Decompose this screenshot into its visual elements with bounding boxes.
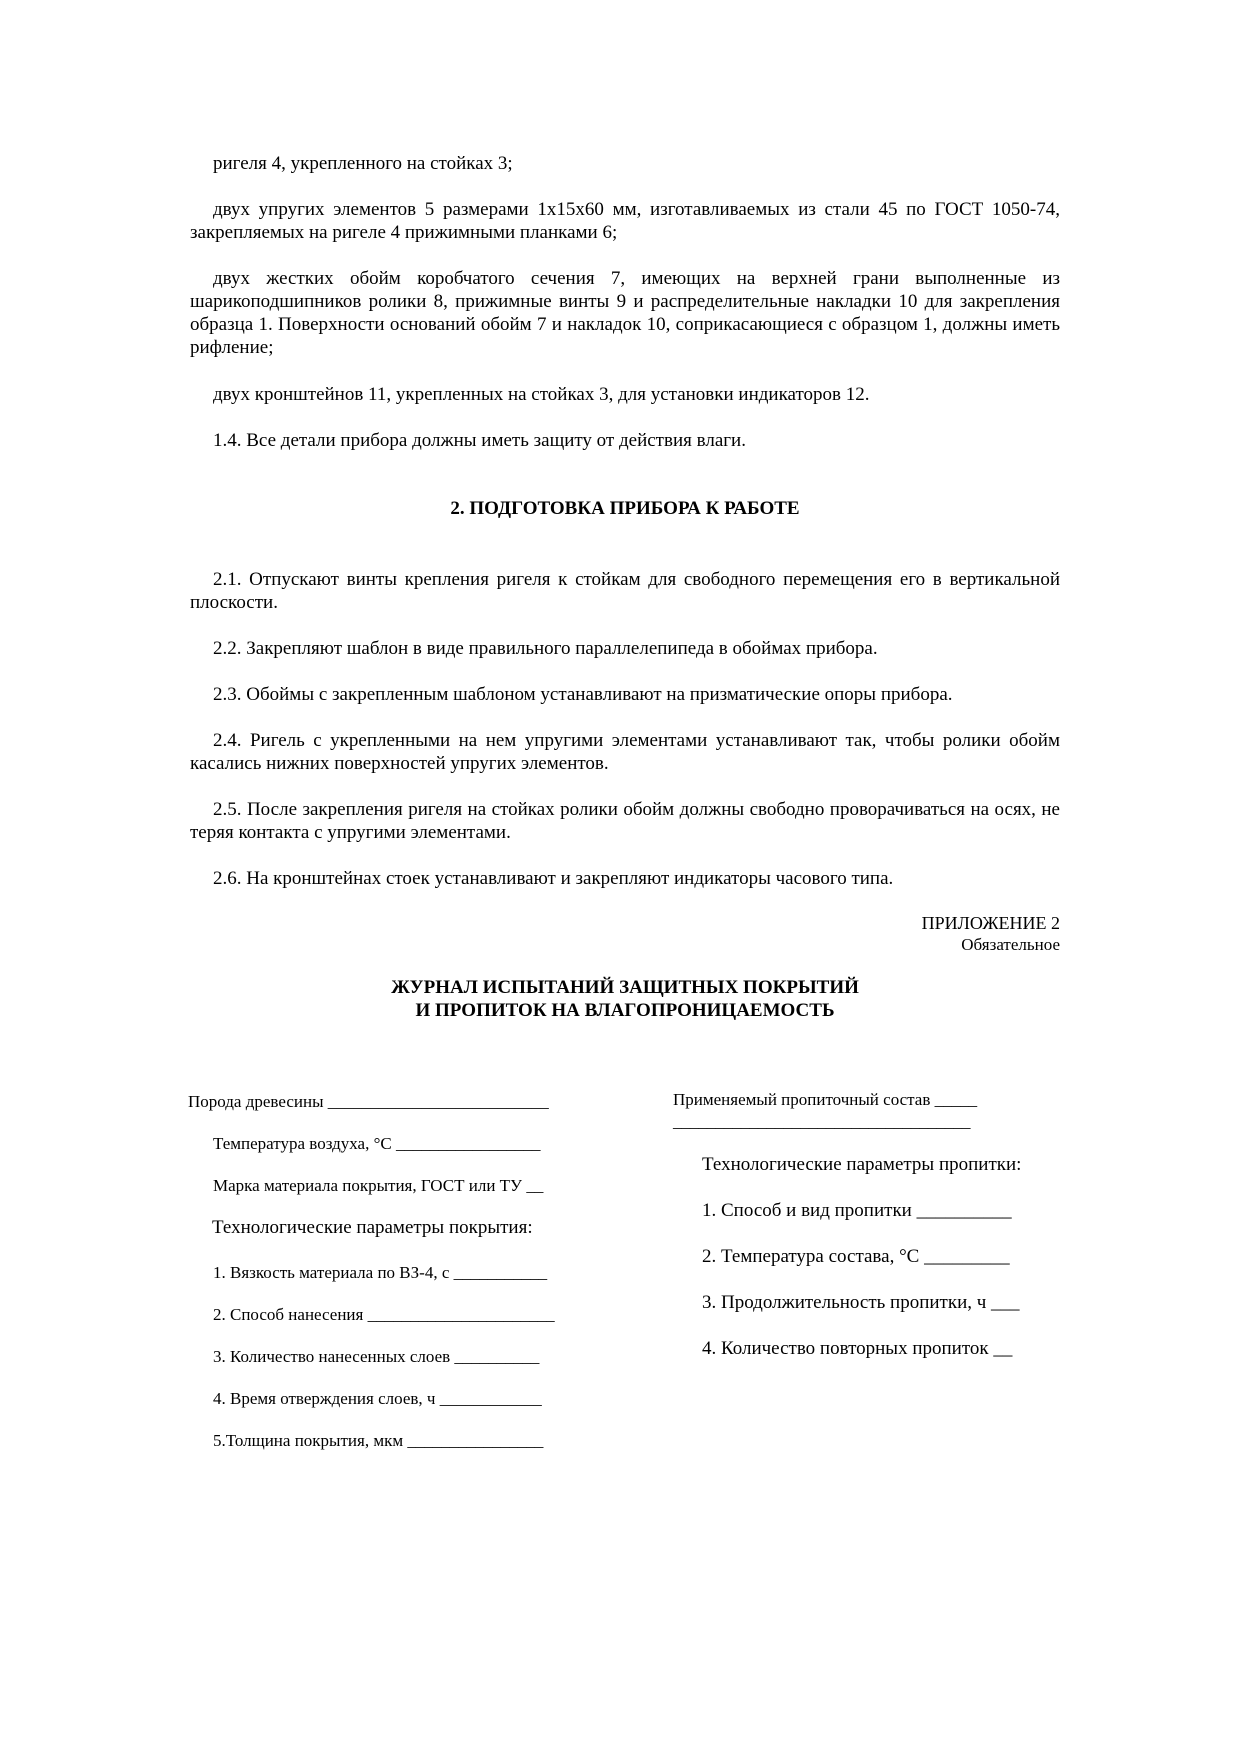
paragraph-brackets: двух кронштейнов 11, укрепленных на стойках 3, для установки индикаторов 12. [213, 384, 870, 405]
paragraph-2-4: 2.4. Ригель с укрепленными на нем упругими элементами устанавливают так, чтобы ролики обойм касались нижних поверхностей упругих элементов. [190, 730, 1060, 774]
paragraph-crossbar: ригеля 4, укрепленного на стойках 3; [213, 153, 513, 174]
appendix-status: Обязательное [961, 935, 1060, 954]
coating-params-title: Технологические параметры покрытия: [212, 1217, 533, 1238]
field-coating-material: Марка материала покрытия, ГОСТ или ТУ __ [213, 1176, 544, 1195]
paragraph-rigid-holders: двух жестких обойм коробчатого сечения 7, имеющих на верхней грани выполненные из шарикоподшипников ролики 8, прижимные винты 9 и распределительные накладки 10 для закрепления образца 1. Поверхности оснований обойм 7 и накладок 10, соприкасающиеся с образцом 1, должны иметь рифление; [190, 268, 1060, 358]
journal-title-line1: ЖУРНАЛ ИСПЫТАНИЙ ЗАЩИТНЫХ ПОКРЫТИЙ [391, 977, 859, 998]
impregnation-params-title: Технологические параметры пропитки: [702, 1154, 1022, 1175]
coating-param-layers: 3. Количество нанесенных слоев __________ [213, 1347, 540, 1366]
paragraph-2-6: 2.6. На кронштейнах стоек устанавливают и закрепляют индикаторы часового типа. [213, 868, 894, 889]
field-impregnation-composition-line: ___________________________________ [673, 1112, 971, 1131]
paragraph-moisture-protection: 1.4. Все детали прибора должны иметь защиту от действия влаги. [213, 430, 746, 451]
coating-param-thickness: 5.Толщина покрытия, мкм ________________ [213, 1431, 544, 1450]
coating-param-viscosity: 1. Вязкость материала по ВЗ-4, с ___________ [213, 1263, 548, 1282]
impregnation-param-method: 1. Способ и вид пропитки __________ [702, 1200, 1012, 1221]
section-2-title: 2. ПОДГОТОВКА ПРИБОРА К РАБОТЕ [450, 498, 800, 519]
paragraph-2-2: 2.2. Закрепляют шаблон в виде правильного параллелепипеда в обоймах прибора. [213, 638, 878, 659]
paragraph-2-1: 2.1. Отпускают винты крепления ригеля к стойкам для свободного перемещения его в вертикальной плоскости. [190, 569, 1060, 613]
appendix-label: ПРИЛОЖЕНИЕ 2 [921, 913, 1060, 933]
field-wood-species: Порода древесины __________________________ [188, 1092, 549, 1111]
paragraph-elastic-elements: двух упругих элементов 5 размерами 1х15х60 мм, изготавливаемых из стали 45 по ГОСТ 1050-74, закрепляемых на ригеле 4 прижимными планками 6; [190, 199, 1060, 243]
field-impregnation-composition: Применяемый пропиточный состав _____ [673, 1090, 978, 1109]
impregnation-param-duration: 3. Продолжительность пропитки, ч ___ [702, 1292, 1020, 1313]
journal-title-line2: И ПРОПИТОК НА ВЛАГОПРОНИЦАЕМОСТЬ [415, 1000, 835, 1021]
coating-param-method: 2. Способ нанесения ______________________ [213, 1305, 555, 1324]
coating-param-curing-time: 4. Время отверждения слоев, ч ____________ [213, 1389, 542, 1408]
paragraph-2-3: 2.3. Обоймы с закрепленным шаблоном устанавливают на призматические опоры прибора. [213, 684, 953, 705]
impregnation-param-repeats: 4. Количество повторных пропиток __ [702, 1338, 1013, 1359]
field-air-temperature: Температура воздуха, °С _________________ [213, 1134, 541, 1153]
paragraph-2-5: 2.5. После закрепления ригеля на стойках ролики обойм должны свободно проворачиваться на осях, не теряя контакта с упругими элементами. [190, 799, 1060, 843]
impregnation-param-temperature: 2. Температура состава, °С _________ [702, 1246, 1010, 1267]
